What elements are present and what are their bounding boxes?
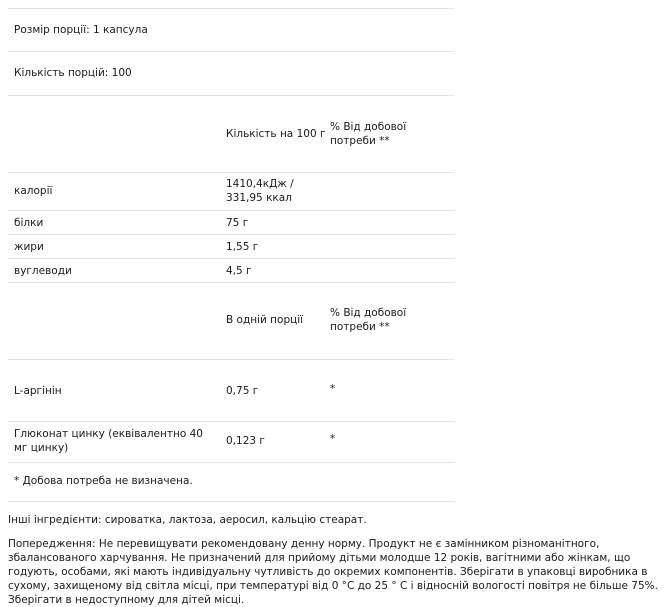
table-row [8, 211, 454, 235]
table1-header-row [8, 96, 454, 173]
footnote-row [8, 463, 454, 502]
table-row [8, 360, 454, 422]
nutrient-amount: 4,5 г [226, 265, 252, 277]
nutrient-daily: * [330, 383, 336, 395]
servings-count-row [8, 52, 454, 96]
nutrient-amount: 75 г [226, 217, 249, 229]
table-row [8, 235, 454, 259]
nutrient-name: L-аргінін [14, 385, 62, 397]
nutrient-daily: * [330, 433, 336, 445]
nutrient-name: жири [14, 241, 44, 253]
servings-count: Кількість порцій: 100 [14, 67, 132, 79]
nutrient-amount: 1410,4кДж / 331,95 ккал [226, 178, 294, 204]
ingredients-text: Інші інгредієнти: сироватка, лактоза, аеросил, кальцію стеарат. [8, 514, 367, 526]
nutrient-name: Глюконат цинку (еквівалентно 40 мг цинку) [14, 428, 203, 454]
nutrient-name: вуглеводи [14, 265, 72, 277]
serving-size-row [8, 8, 454, 52]
nutrient-amount: 0,123 г [226, 435, 265, 447]
table-row [8, 173, 454, 211]
table2-header-amount: В одній порції [226, 314, 304, 326]
serving-size: Розмір порції: 1 капсула [14, 24, 148, 36]
table-row [8, 259, 454, 283]
nutrient-name: калорії [14, 185, 53, 197]
table2-header-daily: % Від добової потреби ** [330, 307, 407, 333]
nutrient-name: білки [14, 217, 44, 229]
warning-text: Попередження: Не перевищувати рекомендовану денну норму. Продукт не є замінником різноманітного, збалансованого харчування. Не призначений для прийому дітьми молодше 12 років, вагітними або жінкам, що годують, особами, які мають індивідуальну чутливість до окремих компонентів. Зберігати в упаковці виробника в сухому, захищеному від світла місці, при температурі від 0 °C до 25 ° C і відносній вологості повітря не більше 75%. Зберігати в недоступному для дітей місці. [8, 538, 658, 606]
table1-header-amount: Кількість на 100 г [226, 128, 326, 140]
table2-header-row [8, 283, 454, 360]
table-row [8, 422, 454, 463]
nutrient-amount: 1,55 г [226, 241, 259, 253]
nutrition-facts-table [8, 0, 454, 502]
nutrient-amount: 0,75 г [226, 385, 259, 397]
table1-header-daily: % Від добової потреби ** [330, 121, 407, 147]
footnote: * Добова потреба не визначена. [14, 475, 193, 487]
